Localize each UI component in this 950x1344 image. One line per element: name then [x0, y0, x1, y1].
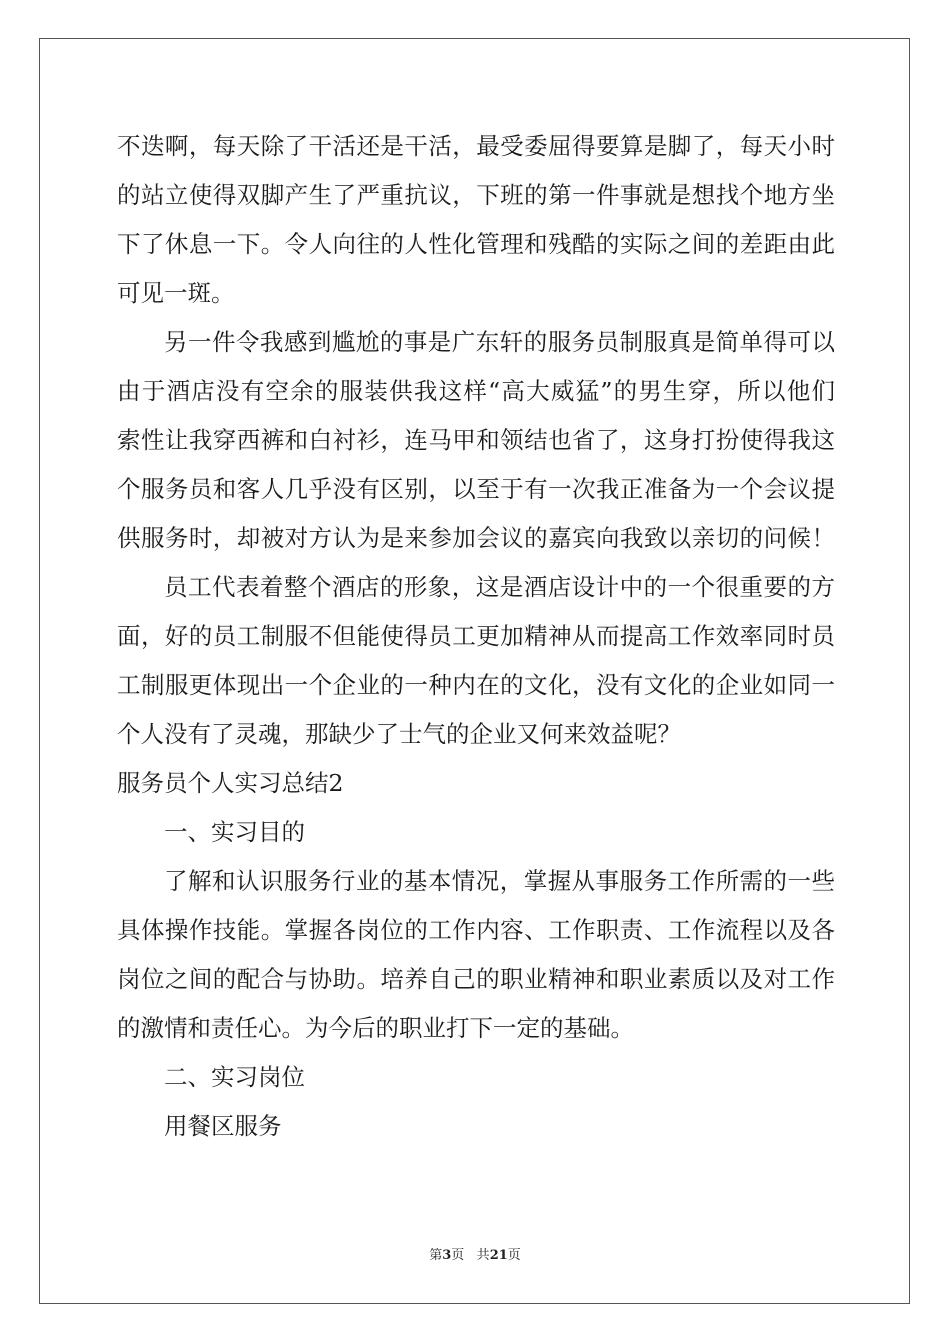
text-line: 一、实习目的 [164, 818, 305, 846]
text-line: 可见一斑。 [117, 279, 235, 307]
text-line: 个人没有了灵魂，那缺少了士气的企业又何来效益呢？ [117, 720, 681, 748]
footer-page-number: 3 [442, 1248, 452, 1263]
text-line: 索性让我穿西裤和白衬衫，连马甲和领结也省了，这身打扮使得我这 [117, 426, 835, 454]
text-line: 个服务员和客人几乎没有区别，以至于有一次我正准备为一个会议提 [117, 475, 835, 503]
text-line: 用餐区服务 [164, 1112, 282, 1140]
text-line: 下了休息一下。令人向往的人性化管理和残酷的实际之间的差距由此 [117, 230, 835, 258]
footer-page-prefix: 第 [429, 1248, 443, 1263]
text-line: 由于酒店没有空余的服装供我这样“高大威猛”的男生穿，所以他们 [117, 377, 835, 405]
footer-total-prefix: 共 [476, 1248, 490, 1263]
text-line: 供服务时，却被对方认为是来参加会议的嘉宾向我致以亲切的问候！ [117, 524, 835, 552]
text-line: 二、实习岗位 [164, 1063, 305, 1091]
text-line: 面，好的员工制服不但能使得员工更加精神从而提高工作效率同时员 [117, 622, 835, 650]
footer-total-suffix: 页 [507, 1248, 521, 1263]
text-line: 岗位之间的配合与协助。培养自己的职业精神和职业素质以及对工作 [117, 965, 835, 993]
text-line: 具体操作技能。掌握各岗位的工作内容、工作职责、工作流程以及各 [117, 916, 835, 944]
text-line: 不迭啊，每天除了干活还是干活，最受委屈得要算是脚了，每天小时 [117, 132, 835, 160]
text-line: 了解和认识服务行业的基本情况，掌握从事服务工作所需的一些 [164, 867, 835, 895]
text-line: 服务员个人实习总结2 [117, 769, 344, 797]
text-line: 另一件令我感到尴尬的事是广东轩的服务员制服真是简单得可以 [164, 328, 835, 356]
footer-page-suffix: 页 [451, 1248, 465, 1263]
text-line: 工制服更体现出一个企业的一种内在的文化，没有文化的企业如同一 [117, 671, 835, 699]
text-line: 的激情和责任心。为今后的职业打下一定的基础。 [117, 1014, 634, 1042]
page-footer [0, 1246, 950, 1266]
text-line: 员工代表着整个酒店的形象，这是酒店设计中的一个很重要的方 [164, 573, 835, 601]
document-body [117, 122, 835, 1151]
footer-total-pages: 21 [489, 1248, 508, 1263]
text-line: 的站立使得双脚产生了严重抗议，下班的第一件事就是想找个地方坐 [117, 181, 835, 209]
